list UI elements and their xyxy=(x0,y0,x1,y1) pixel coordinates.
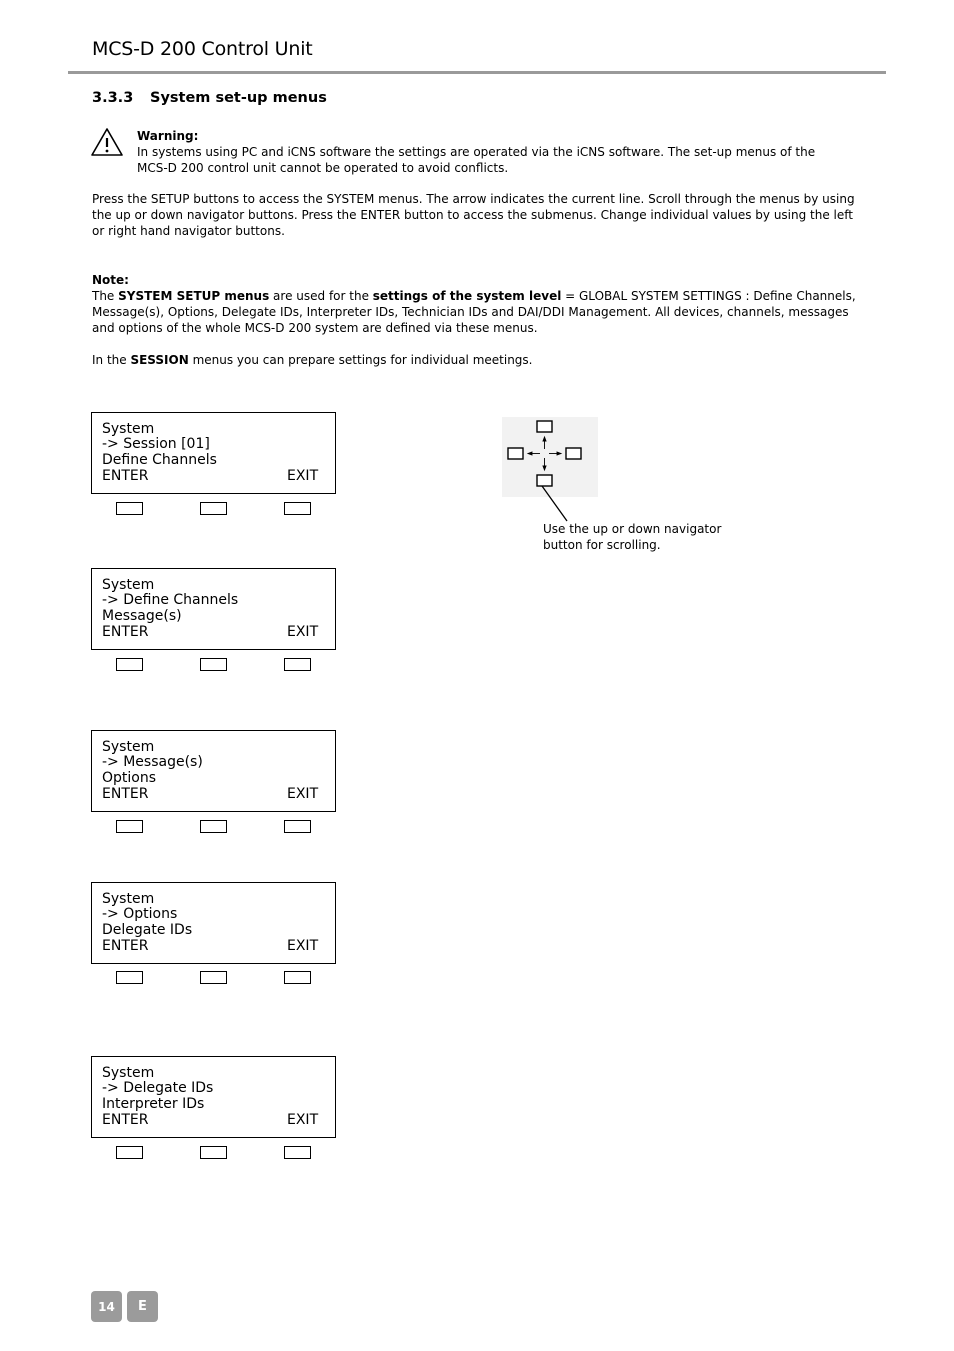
soft-key-left[interactable] xyxy=(116,502,143,515)
lcd-display xyxy=(91,412,336,494)
lcd-line: System xyxy=(102,577,155,593)
lcd-exit-label: EXIT xyxy=(287,467,319,484)
page-number-badge: 14 xyxy=(91,1291,122,1322)
lcd-enter-label: ENTER xyxy=(102,937,149,954)
soft-key-right[interactable] xyxy=(284,971,311,984)
soft-key-right[interactable] xyxy=(284,502,311,515)
lcd-line: System xyxy=(102,1065,155,1081)
soft-key-left[interactable] xyxy=(116,971,143,984)
soft-key-right[interactable] xyxy=(284,658,311,671)
note-paragraph xyxy=(92,272,862,336)
lcd-enter-label: ENTER xyxy=(102,1111,149,1128)
note-bold-1: SYSTEM SETUP menus xyxy=(118,289,270,303)
note-text-3: = GLOBAL SYSTEM SETTINGS : Define Channels, Message(s), Options, Delegate IDs, Interpreter IDs, Technician IDs and DAI/DDI Management. All devices, channels, messages and options of the whole MCS-D 200 system are defined via these menus. xyxy=(92,289,856,335)
soft-key-middle[interactable] xyxy=(200,971,227,984)
nav-left-button xyxy=(508,448,523,459)
document-title: MCS-D 200 Control Unit xyxy=(92,38,313,60)
lcd-display xyxy=(91,882,336,964)
session-bold: SESSION xyxy=(130,353,189,367)
lcd-exit-label: EXIT xyxy=(287,1111,319,1128)
soft-key-middle[interactable] xyxy=(200,658,227,671)
lcd-display xyxy=(91,730,336,812)
session-text-1: In the xyxy=(92,353,131,367)
soft-key-right[interactable] xyxy=(284,1146,311,1159)
navigator-diagram xyxy=(500,415,600,525)
lcd-line: System xyxy=(102,421,155,437)
nav-right-button xyxy=(566,448,581,459)
header-rule xyxy=(68,71,886,74)
lcd-line: Delegate IDs xyxy=(102,921,193,938)
navigator-caption: Use the up or down navigator button for scrolling. xyxy=(543,522,722,552)
lcd-exit-label: EXIT xyxy=(287,785,319,802)
nav-down-button xyxy=(537,475,552,486)
session-paragraph xyxy=(92,352,862,368)
lcd-exit-label: EXIT xyxy=(287,623,319,640)
lcd-enter-label: ENTER xyxy=(102,623,149,640)
session-text-2: menus you can prepare settings for individual meetings. xyxy=(188,353,533,367)
soft-key-left[interactable] xyxy=(116,820,143,833)
soft-key-middle[interactable] xyxy=(200,502,227,515)
intro-paragraph: Press the SETUP buttons to access the SYSTEM menus. The arrow indicates the current line. Scroll through the menus by using the up or down navigator buttons. Press the ENTER button to access the submenus. Change individual values by using the left or right hand navigator buttons. xyxy=(92,192,855,238)
lcd-line: -> Message(s) xyxy=(102,754,203,771)
lcd-line: Interpreter IDs xyxy=(102,1095,205,1112)
lcd-display xyxy=(91,1056,336,1138)
warning-triangle-icon xyxy=(90,127,124,157)
soft-key-middle[interactable] xyxy=(200,820,227,833)
lcd-line: System xyxy=(102,739,155,755)
note-title: Note: xyxy=(92,273,129,287)
lcd-line: System xyxy=(102,891,155,907)
soft-key-middle[interactable] xyxy=(200,1146,227,1159)
lcd-enter-label: ENTER xyxy=(102,785,149,802)
note-text-2: are used for the xyxy=(269,289,373,303)
language-badge: E xyxy=(127,1291,158,1322)
section-title: System set-up menus xyxy=(150,90,327,106)
lcd-line: Define Channels xyxy=(102,451,217,468)
section-heading xyxy=(92,90,327,106)
lcd-line: -> Delegate IDs xyxy=(102,1080,214,1097)
soft-key-left[interactable] xyxy=(116,658,143,671)
lcd-exit-label: EXIT xyxy=(287,937,319,954)
warning-title: Warning: xyxy=(137,129,199,143)
lcd-line: -> Options xyxy=(102,906,178,923)
soft-key-right[interactable] xyxy=(284,820,311,833)
warning-text: In systems using PC and iCNS software the settings are operated via the iCNS software. The set-up menus of the MCS-D 200 control unit cannot be operated to avoid conflicts. xyxy=(137,145,816,175)
note-bold-2: settings of the system level xyxy=(372,289,562,303)
note-text-1: The xyxy=(92,289,119,303)
lcd-line: -> Define Channels xyxy=(102,592,239,609)
section-number: 3.3.3 xyxy=(92,90,134,106)
lcd-display xyxy=(91,568,336,650)
lcd-line: -> Session [01] xyxy=(102,436,210,453)
lcd-line: Message(s) xyxy=(102,607,182,624)
lcd-line: Options xyxy=(102,769,157,786)
warning-block xyxy=(137,128,837,176)
lcd-enter-label: ENTER xyxy=(102,467,149,484)
soft-key-left[interactable] xyxy=(116,1146,143,1159)
nav-up-button xyxy=(537,421,552,432)
